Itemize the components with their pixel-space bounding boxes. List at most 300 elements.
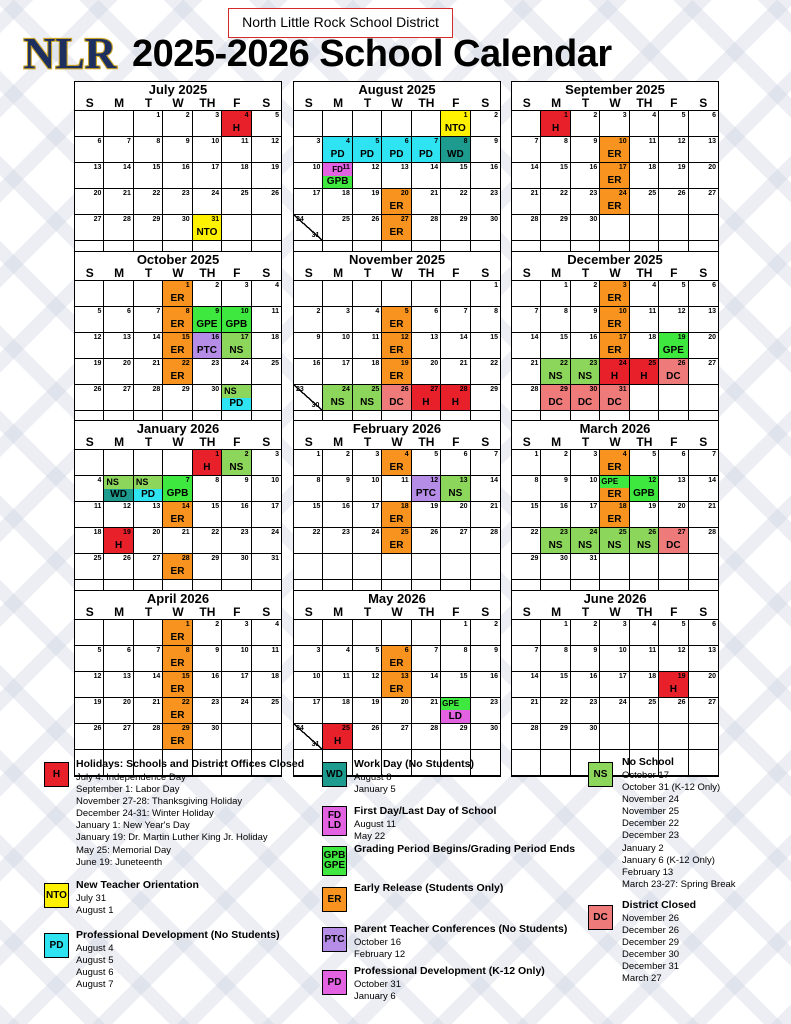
- day-number: 5: [97, 308, 102, 315]
- day-number: 26: [677, 699, 686, 706]
- day-number: 11: [648, 138, 657, 145]
- day-number: 18: [342, 699, 350, 706]
- day-code: PD: [330, 149, 345, 160]
- day-code: ER: [389, 540, 404, 551]
- day-cell: [294, 528, 323, 554]
- day-code: PTC: [415, 488, 436, 499]
- day-number: 13: [152, 503, 161, 510]
- day-cell: [294, 554, 323, 580]
- day-number: 26: [271, 190, 279, 197]
- day-cell: [323, 554, 352, 580]
- day-number: 15: [459, 673, 468, 680]
- day-cell: [193, 724, 222, 750]
- day-cell: [571, 450, 600, 476]
- legend-dates: [354, 819, 396, 843]
- day-number: 11: [401, 477, 409, 484]
- legend-title: Grading Period Begins/Grading Period Ends: [354, 843, 576, 855]
- day-number: 7: [534, 647, 539, 654]
- weekday-label: TH: [199, 96, 216, 110]
- day-cell: [512, 620, 541, 646]
- day-cell: [412, 215, 441, 241]
- day-code: NS: [360, 397, 375, 408]
- weekday-label: T: [581, 266, 590, 280]
- day-number: 16: [211, 334, 220, 341]
- day-number: 23: [560, 529, 568, 536]
- day-number: 16: [589, 673, 598, 680]
- day-cell: [75, 646, 104, 672]
- day-cell: [441, 620, 470, 646]
- day-cell: [222, 215, 251, 241]
- day-cell: [630, 281, 659, 307]
- legend-date: October 17: [622, 770, 669, 781]
- day-cell: [659, 385, 688, 411]
- day-cell: [222, 137, 251, 163]
- legend-date: August 1: [76, 905, 114, 917]
- day-cell: [323, 111, 352, 137]
- day-cell: [471, 307, 500, 333]
- day-cell: [353, 307, 382, 333]
- day-cell: [323, 385, 352, 411]
- legend-dates: [622, 770, 736, 891]
- day-number: 31: [271, 555, 279, 562]
- day-number: 12: [371, 673, 380, 680]
- day-code: GPE: [600, 476, 628, 488]
- legend-title: District Closed: [622, 899, 697, 911]
- day-cell: [689, 646, 718, 672]
- day-cell: [630, 385, 659, 411]
- weekday-label: S: [699, 96, 708, 110]
- day-cell: [222, 502, 251, 528]
- day-number: 5: [375, 647, 380, 654]
- day-cell: [382, 281, 411, 307]
- day-number: 31: [589, 555, 598, 562]
- day-code: ER: [170, 345, 185, 356]
- month-november-2025: [293, 251, 501, 438]
- day-code: WD: [447, 149, 464, 160]
- day-cell: [294, 111, 323, 137]
- day-cell: [193, 359, 222, 385]
- day-cell: [471, 698, 500, 724]
- day-cell: [600, 698, 629, 724]
- day-code: NTO: [196, 227, 218, 238]
- legend-color-box: PD: [44, 933, 69, 958]
- day-code: ER: [389, 345, 404, 356]
- day-cell: [323, 189, 352, 215]
- day-cell: [104, 111, 133, 137]
- weekday-label: T: [363, 266, 372, 280]
- day-number: 18: [648, 334, 657, 341]
- day-number: 6: [404, 138, 409, 145]
- day-number: 24: [296, 725, 304, 732]
- legend-date: February 13: [622, 866, 674, 878]
- day-number: 15: [490, 334, 498, 341]
- weekday-label: S: [481, 96, 490, 110]
- day-number: 6: [97, 138, 102, 145]
- day-number: 4: [622, 451, 627, 458]
- day-number: 3: [275, 451, 279, 458]
- legend-color-box: WD: [322, 762, 347, 787]
- legend-date: November 24: [622, 794, 680, 806]
- day-cell: [412, 672, 441, 698]
- day-cell: [382, 385, 411, 411]
- weekday-label: S: [522, 96, 531, 110]
- day-number: 13: [400, 164, 409, 171]
- day-number: 21: [152, 360, 161, 367]
- day-number: 7: [156, 647, 161, 654]
- day-code: ER: [170, 658, 185, 669]
- day-code: H: [115, 540, 123, 551]
- day-cell: [294, 502, 323, 528]
- day-cell: [104, 281, 133, 307]
- day-cell: [75, 189, 104, 215]
- day-number: 23: [181, 190, 190, 197]
- legend-date: August 7: [76, 979, 114, 991]
- day-cell: [222, 724, 251, 750]
- day-number: 5: [404, 308, 409, 315]
- weekday-label: M: [551, 96, 562, 110]
- day-number: 27: [677, 529, 686, 536]
- day-cell: [252, 359, 281, 385]
- day-cell: [689, 698, 718, 724]
- day-number: 27: [430, 386, 439, 393]
- day-cell: [412, 307, 441, 333]
- weekday-label: T: [581, 435, 590, 449]
- day-cell: [134, 189, 163, 215]
- day-cell: [222, 385, 251, 411]
- day-cell: [163, 450, 192, 476]
- day-cell: [323, 450, 352, 476]
- month-title: October 2025: [136, 252, 220, 267]
- day-number: 2: [494, 621, 498, 628]
- day-cell: [222, 698, 251, 724]
- day-cell: [382, 672, 411, 698]
- day-code: ER: [389, 514, 404, 525]
- day-number: 30: [589, 216, 598, 223]
- day-cell: [412, 646, 441, 672]
- day-cell: [630, 215, 659, 241]
- day-cell: [353, 528, 382, 554]
- day-number: 9: [244, 477, 249, 484]
- day-cell: [600, 450, 629, 476]
- day-number: 18: [342, 190, 350, 197]
- day-number: 28: [530, 386, 539, 393]
- day-cell: [659, 528, 688, 554]
- day-number: 20: [93, 190, 102, 197]
- day-number: 5: [375, 138, 380, 145]
- day-cell: [689, 476, 718, 502]
- day-number: 30: [211, 725, 220, 732]
- weekday-label: TH: [199, 266, 216, 280]
- day-cell: [571, 281, 600, 307]
- day-number: 24: [618, 190, 627, 197]
- day-number: 14: [530, 164, 539, 171]
- weekday-label: F: [233, 435, 241, 449]
- legend-date: January 1: New Year's Day: [76, 820, 190, 832]
- day-number: 23: [240, 529, 249, 536]
- day-cell: [412, 554, 441, 580]
- day-cell: [163, 724, 192, 750]
- day-number: 19: [430, 503, 439, 510]
- day-cell: [412, 698, 441, 724]
- day-number: 3: [244, 621, 249, 628]
- district-name: North Little Rock School District: [228, 8, 453, 38]
- day-number: 28: [430, 216, 439, 223]
- day-cell: [104, 528, 133, 554]
- day-cell: [471, 750, 500, 776]
- day-cell: [252, 450, 281, 476]
- day-number: 12: [93, 673, 102, 680]
- day-number: 4: [97, 477, 102, 484]
- day-cell: [323, 646, 352, 672]
- legend-dates: [76, 772, 268, 869]
- day-cell: [75, 672, 104, 698]
- day-code: H: [669, 684, 677, 695]
- legend-date: March 23-27: Spring Break: [622, 878, 736, 890]
- day-code: NS: [578, 371, 593, 382]
- weekday-label: S: [522, 266, 531, 280]
- legend-dates: [622, 913, 679, 986]
- day-cell: [134, 450, 163, 476]
- day-cell: [193, 111, 222, 137]
- weekday-label: F: [452, 96, 460, 110]
- day-cell: [412, 476, 441, 502]
- day-code: ER: [170, 319, 185, 330]
- day-cell: [75, 333, 104, 359]
- day-cell: [541, 750, 570, 776]
- day-cell: [471, 281, 500, 307]
- legend-date: August 6: [76, 967, 114, 979]
- day-code: NS: [448, 488, 463, 499]
- day-code: NS: [578, 540, 593, 551]
- day-number: 30: [490, 725, 498, 732]
- day-number: 24: [371, 529, 380, 536]
- day-code: ER: [607, 293, 622, 304]
- weekday-label: T: [144, 605, 153, 619]
- day-cell: [541, 333, 570, 359]
- day-number: 9: [345, 477, 350, 484]
- nlr-logo: [22, 26, 118, 78]
- day-cell: [441, 672, 470, 698]
- day-number: 27: [152, 555, 161, 562]
- day-number: 20: [400, 699, 409, 706]
- day-cell: [600, 528, 629, 554]
- day-cell: [323, 307, 352, 333]
- day-cell: [382, 215, 411, 241]
- day-cell: [323, 698, 352, 724]
- day-number: 3: [622, 112, 627, 119]
- day-number: 10: [342, 334, 350, 341]
- day-number: 1: [185, 621, 190, 628]
- day-cell: [630, 502, 659, 528]
- day-cell: [134, 724, 163, 750]
- day-cell: [193, 620, 222, 646]
- legend-date: December 30: [622, 949, 680, 961]
- day-code: DC: [666, 371, 681, 382]
- day-cell: [75, 385, 104, 411]
- day-code: GPB: [633, 488, 655, 499]
- day-number: 9: [215, 647, 220, 654]
- legend-date: October 16: [354, 937, 401, 948]
- day-cell: [630, 137, 659, 163]
- day-cell: [382, 450, 411, 476]
- day-cell: [163, 620, 192, 646]
- day-number: 17: [618, 673, 627, 680]
- day-number: 21: [708, 503, 716, 510]
- day-number: 14: [490, 477, 498, 484]
- legend-date: August 11: [354, 819, 397, 830]
- day-number: 25: [648, 360, 657, 367]
- day-number: 13: [677, 477, 686, 484]
- day-number: 6: [404, 647, 409, 654]
- day-cell: [541, 672, 570, 698]
- day-number: 31: [311, 232, 320, 239]
- day-cell: [353, 333, 382, 359]
- weekday-label: W: [609, 266, 621, 280]
- day-cell: [630, 333, 659, 359]
- day-cell: [541, 528, 570, 554]
- day-number: 4: [275, 282, 279, 289]
- day-code: ER: [607, 149, 622, 160]
- day-number: 2: [593, 282, 598, 289]
- legend-title: Professional Development (No Students): [76, 929, 280, 941]
- day-cell: [471, 528, 500, 554]
- day-cell: [222, 359, 251, 385]
- day-number: 1: [563, 112, 568, 119]
- day-number: 6: [434, 308, 439, 315]
- day-number: 13: [708, 138, 716, 145]
- day-number: 23: [589, 699, 598, 706]
- day-number: 22: [211, 529, 220, 536]
- day-number: 4: [345, 647, 350, 654]
- day-number: 16: [490, 164, 498, 171]
- day-cell: [412, 281, 441, 307]
- weekday-label: S: [699, 605, 708, 619]
- legend-date: December 24-31: Winter Holiday: [76, 808, 214, 820]
- day-number: 4: [275, 621, 279, 628]
- day-number: 4: [652, 282, 657, 289]
- day-cell: [630, 359, 659, 385]
- day-number: 2: [494, 112, 498, 119]
- day-code: NS: [636, 540, 651, 551]
- day-code: PD: [229, 398, 244, 409]
- day-number: 21: [430, 699, 439, 706]
- day-cell: [630, 528, 659, 554]
- day-cell: [471, 672, 500, 698]
- day-number: 20: [677, 503, 686, 510]
- day-cell: [659, 215, 688, 241]
- day-cell: [630, 163, 659, 189]
- day-cell: [382, 502, 411, 528]
- day-number: 13: [123, 334, 131, 341]
- day-cell: [323, 724, 352, 750]
- day-cell: [222, 111, 251, 137]
- day-cell: [222, 528, 251, 554]
- legend-date: October 31: [354, 979, 401, 990]
- day-cell: [252, 502, 281, 528]
- day-cell: [630, 554, 659, 580]
- day-number: 12: [648, 477, 657, 484]
- day-number: 27: [400, 725, 409, 732]
- legend-date: November 25: [622, 806, 680, 818]
- day-cell: [323, 359, 352, 385]
- day-cell: [441, 307, 470, 333]
- day-cell: [134, 215, 163, 241]
- weekday-label: S: [85, 266, 94, 280]
- day-number: 16: [211, 673, 220, 680]
- day-cell: [134, 359, 163, 385]
- month-august-2025: [293, 81, 501, 268]
- day-number: 1: [463, 112, 468, 119]
- day-number: 26: [430, 529, 439, 536]
- day-cell: [512, 476, 541, 502]
- day-cell: [382, 111, 411, 137]
- day-cell: [294, 698, 323, 724]
- day-cell: [353, 111, 382, 137]
- day-cell: [222, 620, 251, 646]
- day-number: 2: [563, 451, 568, 458]
- day-number: 20: [400, 190, 409, 197]
- day-number: 9: [593, 138, 598, 145]
- weekday-label: T: [581, 605, 590, 619]
- day-cell: [104, 215, 133, 241]
- day-cell: [441, 554, 470, 580]
- day-number: 21: [123, 190, 131, 197]
- legend-date: January 6 (K-12 Only): [622, 854, 715, 866]
- day-number: 17: [240, 334, 249, 341]
- day-number: 18: [618, 503, 627, 510]
- day-number: 25: [400, 529, 409, 536]
- day-number: 19: [93, 699, 102, 706]
- day-cell: [659, 163, 688, 189]
- month-title: November 2025: [348, 252, 446, 267]
- day-cell: [689, 359, 718, 385]
- day-code: NS: [548, 540, 563, 551]
- weekday-label: T: [363, 435, 372, 449]
- day-cell: [252, 215, 281, 241]
- day-cell: [252, 698, 281, 724]
- day-cell: [441, 698, 470, 724]
- day-cell: [75, 502, 104, 528]
- day-number: 9: [494, 138, 498, 145]
- legend-date: June 19: Juneteenth: [76, 856, 163, 868]
- day-number: 12: [371, 164, 380, 171]
- legend-date: May 22: [354, 831, 386, 843]
- day-number: 30: [181, 216, 190, 223]
- day-number: 18: [400, 503, 409, 510]
- day-number: 30: [560, 555, 568, 562]
- weekday-label: M: [333, 266, 344, 280]
- day-cell: [471, 215, 500, 241]
- day-cell: [104, 724, 133, 750]
- day-cell: [471, 450, 500, 476]
- day-number: 11: [271, 308, 279, 315]
- legend-color-box: PTC: [322, 927, 347, 952]
- day-cell: [252, 189, 281, 215]
- day-cell: [571, 502, 600, 528]
- day-cell: [294, 137, 323, 163]
- day-number: 2: [185, 112, 190, 119]
- day-number: 30: [589, 725, 598, 732]
- day-number: 6: [712, 621, 716, 628]
- day-number: 26: [371, 725, 380, 732]
- day-number: 31: [311, 741, 320, 748]
- day-cell: [252, 646, 281, 672]
- day-cell: [353, 215, 382, 241]
- day-number: 16: [312, 360, 321, 367]
- day-number: 28: [123, 216, 131, 223]
- day-cell: [471, 620, 500, 646]
- legend-date: December 26: [622, 925, 680, 937]
